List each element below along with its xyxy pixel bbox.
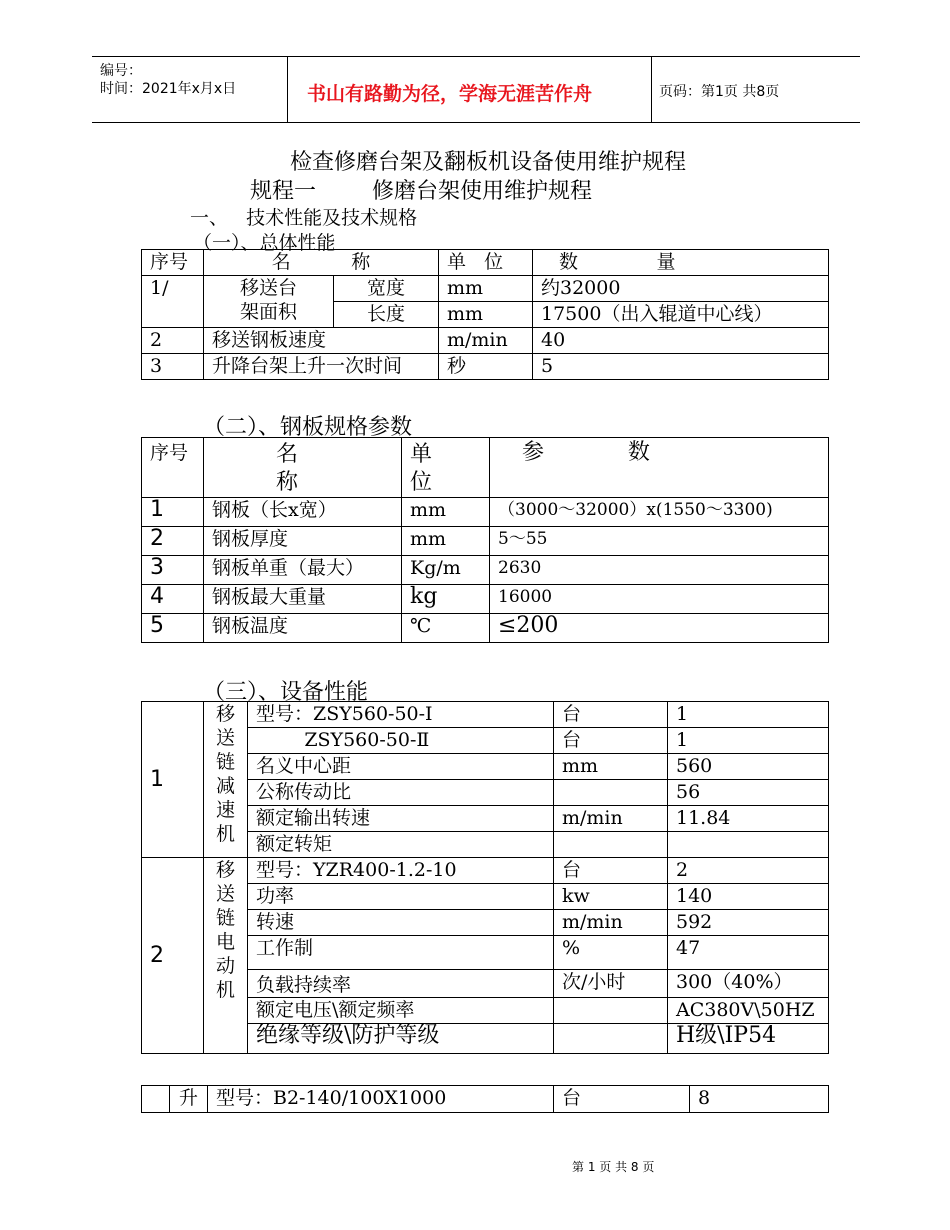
group-label: 移 送 链 电 动 机 [204, 858, 248, 1054]
subsection-heading: （一）、总体性能 [193, 232, 336, 254]
row-unit: 次/小时 [554, 970, 668, 998]
row-value: ≤200 [490, 614, 829, 643]
row-value: 16000 [490, 585, 829, 614]
row-unit: 台 [554, 702, 668, 728]
row-value: 约32000 [533, 276, 829, 302]
row-name: 工作制 [248, 936, 554, 970]
row-name: 钢板单重（最大） [204, 556, 402, 585]
row-name: 额定转矩 [248, 832, 554, 858]
row-value: H级\IP54 [668, 1024, 829, 1054]
row-unit [554, 1024, 668, 1054]
group-label: 升 [170, 1086, 208, 1113]
group-label: 移 送 链 减 速 机 [204, 702, 248, 858]
lifting-table [141, 1085, 829, 1113]
row-name: 钢板最大重量 [204, 585, 402, 614]
row-value: 300（40%） [668, 970, 829, 998]
header-divider [287, 56, 288, 122]
row-name: 钢板（长x宽） [204, 498, 402, 527]
row-unit: mm [554, 754, 668, 780]
row-number: 3 [142, 556, 204, 585]
group-number: 1 [142, 702, 204, 858]
row-number: 3 [142, 354, 204, 380]
row-unit: 秒 [439, 354, 533, 380]
row-value: 11.84 [668, 806, 829, 832]
row-name: 升降台架上升一次时间 [204, 354, 439, 380]
row-value: 40 [533, 328, 829, 354]
section-heading: 一、 技术性能及技术规格 [190, 207, 418, 229]
row-name: 名义中心距 [248, 754, 554, 780]
header-top-rule [92, 56, 860, 57]
time-label: 时间：2021年x月x日 [100, 81, 237, 97]
group-number: 2 [142, 858, 204, 1054]
row-value: 47 [668, 936, 829, 970]
row-value: 17500（出入辊道中心线） [533, 302, 829, 328]
row-name: 型号：B2-140/100X1000 [208, 1086, 554, 1113]
row-number: 1 [142, 498, 204, 527]
row-number: 4 [142, 585, 204, 614]
row-name: 移送台 架面积 [204, 276, 334, 328]
code-label: 编号： [100, 63, 142, 79]
row-unit: m/min [554, 910, 668, 936]
header-cell: 序号 [142, 250, 204, 276]
row-name: 公称传动比 [248, 780, 554, 806]
row-value: 1 [668, 702, 829, 728]
row-value [668, 832, 829, 858]
row-unit: 台 [554, 858, 668, 884]
row-subname: 宽度 [334, 276, 439, 302]
header-cell: 单 位 [402, 438, 490, 498]
row-unit [554, 780, 668, 806]
empty-cell [142, 1086, 170, 1113]
row-unit: % [554, 936, 668, 970]
row-name: 钢板温度 [204, 614, 402, 643]
row-value: 560 [668, 754, 829, 780]
row-subname: 长度 [334, 302, 439, 328]
row-unit [554, 832, 668, 858]
row-unit: 台 [554, 728, 668, 754]
row-unit: kg [402, 585, 490, 614]
row-number: 2 [142, 328, 204, 354]
header-cell: 单 位 [439, 250, 533, 276]
row-value: 140 [668, 884, 829, 910]
row-number: 1/ [142, 276, 204, 328]
header-text: 名 称 [276, 442, 299, 495]
subsection-heading: （三）、设备性能 [203, 680, 369, 705]
motto: 书山有路勤为径，学海无涯苦作舟 [307, 83, 593, 105]
row-value: 592 [668, 910, 829, 936]
row-number: 5 [142, 614, 204, 643]
row-value: 2 [668, 858, 829, 884]
row-name: 型号：YZR400-1.2-10 [248, 858, 554, 884]
steel-plate-spec-table [141, 437, 829, 643]
header-cell [204, 438, 402, 498]
row-number: 2 [142, 527, 204, 556]
header-divider [651, 56, 652, 122]
row-unit: mm [439, 276, 533, 302]
page-footer: 第 1 页 共 8 页 [572, 1160, 655, 1174]
row-unit: m/min [439, 328, 533, 354]
row-unit: mm [402, 527, 490, 556]
header-bottom-rule [92, 122, 860, 123]
row-unit: ℃ [402, 614, 490, 643]
row-value: 5～55 [490, 527, 829, 556]
row-name: 钢板厚度 [204, 527, 402, 556]
document-subtitle: 规程一 修磨台架使用维护规程 [250, 179, 592, 204]
header-cell: 数 量 [533, 250, 829, 276]
row-value: 2630 [490, 556, 829, 585]
row-value: 56 [668, 780, 829, 806]
row-value: 8 [690, 1086, 829, 1113]
row-name: 负载持续率 [248, 970, 554, 998]
page-info: 页码：第1页 共8页 [659, 84, 780, 100]
row-name: 额定电压\额定频率 [248, 998, 554, 1024]
general-performance-table [141, 249, 829, 380]
row-name: 型号：ZSY560-50-Ⅰ [248, 702, 554, 728]
row-unit: kw [554, 884, 668, 910]
row-value: （3000～32000）x(1550～3300) [490, 498, 829, 527]
equipment-performance-table [141, 701, 829, 1054]
row-value: AC380V\50HZ [668, 998, 829, 1024]
row-value: 5 [533, 354, 829, 380]
row-name: 功率 [248, 884, 554, 910]
row-unit: mm [439, 302, 533, 328]
row-name: 绝缘等级\防护等级 [248, 1024, 554, 1054]
row-value: 1 [668, 728, 829, 754]
row-name: ZSY560-50-Ⅱ [248, 728, 554, 754]
header-cell: 名 称 [204, 250, 439, 276]
row-unit [554, 998, 668, 1024]
row-name: 额定输出转速 [248, 806, 554, 832]
subsection-heading: （二）、钢板规格参数 [203, 415, 413, 440]
row-unit: 台 [554, 1086, 690, 1113]
document-title: 检查修磨台架及翻板机设备使用维护规程 [290, 150, 687, 175]
row-unit: Kg/m [402, 556, 490, 585]
header-cell: 参 数 [490, 438, 829, 498]
row-unit: mm [402, 498, 490, 527]
header-cell: 序号 [142, 438, 204, 498]
row-name: 转速 [248, 910, 554, 936]
row-unit: m/min [554, 806, 668, 832]
row-name: 移送钢板速度 [204, 328, 439, 354]
